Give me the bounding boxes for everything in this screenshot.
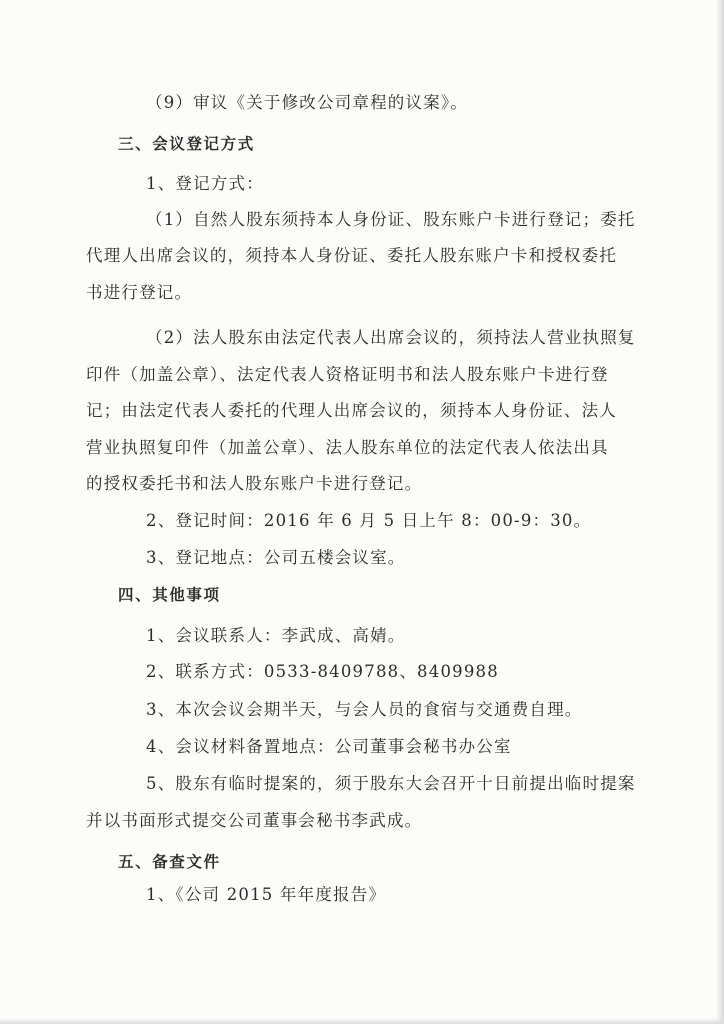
contact-phone-line: 2、联系方式：0533-8409788、8409988 — [146, 662, 499, 681]
reference-doc-line: 1、《公司 2015 年年度报告》 — [146, 885, 387, 904]
paragraph-line: 印件（加盖公章）、法定代表人资格证明书和法人股东账户卡进行登 — [86, 365, 609, 384]
paragraph-line: 5、股东有临时提案的，须于股东大会召开十日前提出临时提案 — [146, 774, 636, 793]
meeting-duration-line: 3、本次会议会期半天，与会人员的食宿与交通费自理。 — [146, 700, 583, 719]
paragraph-line: 代理人出席会议的，须持本人身份证、委托人股东账户卡和授权委托 — [86, 246, 617, 265]
scan-edge-shadow — [0, 1018, 724, 1024]
item-9-line: （9）审议《关于修改公司章程的议案》。 — [146, 93, 469, 112]
paragraph-line: （1）自然人股东须持本人身份证、股东账户卡进行登记；委托 — [146, 210, 636, 229]
scan-edge-shadow — [716, 0, 724, 1024]
paragraph-line: 书进行登记。 — [86, 283, 193, 302]
materials-location-line: 4、会议材料备置地点：公司董事会秘书办公室 — [146, 737, 512, 756]
paragraph-line: 营业执照复印件（加盖公章）、法人股东单位的法定代表人依法出具 — [86, 438, 609, 457]
contact-person-line: 1、会议联系人：李武成、高婧。 — [146, 626, 406, 645]
paragraph-line: （2）法人股东由法定代表人出席会议的，须持法人营业执照复 — [146, 328, 636, 347]
paragraph-line: 并以书面形式提交公司董事会秘书李武成。 — [86, 811, 423, 830]
registration-method-label: 1、登记方式： — [146, 174, 264, 193]
section-5-heading: 五、备查文件 — [118, 853, 221, 871]
section-4-heading: 四、其他事项 — [118, 586, 221, 604]
paragraph-line: 的授权委托书和法人股东账户卡进行登记。 — [86, 474, 423, 493]
paragraph-line: 记；由法定代表人委托的代理人出席会议的，须持本人身份证、法人 — [86, 401, 617, 420]
registration-time-line: 2、登记时间：2016 年 6 月 5 日上午 8：00-9：30。 — [146, 511, 592, 530]
section-3-heading: 三、会议登记方式 — [118, 135, 255, 153]
registration-place-line: 3、登记地点：公司五楼会议室。 — [146, 548, 406, 567]
